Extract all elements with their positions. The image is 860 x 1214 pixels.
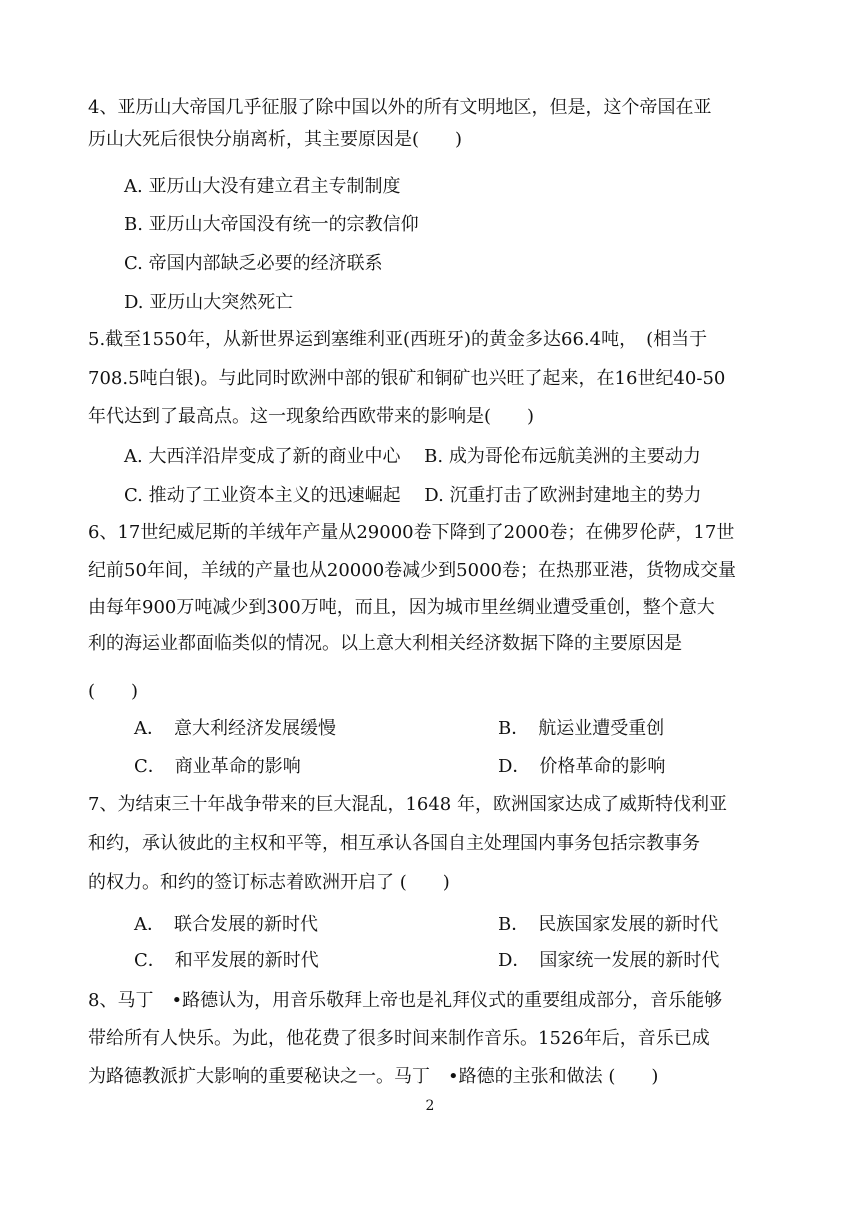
- q5-stem-line-2: 708.5吨白银)。与此同时欧洲中部的银矿和铜矿也兴旺了起来，在16世纪40-50: [88, 368, 726, 389]
- q4-stem-line-2: 历山大死后很快分崩离析，其主要原因是( ): [88, 129, 463, 150]
- q4-stem-line-1: 4、亚历山大帝国几乎征服了除中国以外的所有文明地区，但是，这个帝国在亚: [88, 97, 712, 118]
- q7-stem-line-3: 的权力。和约的签订标志着欧洲开启了 ( ): [88, 872, 450, 893]
- q7-stem-line-1: 7、为结束三十年战争带来的巨大混乱，1648 年，欧洲国家达成了威斯特伐利亚: [88, 794, 727, 815]
- q8-stem-line-2: 带给所有人快乐。为此，他花费了很多时间来制作音乐。1526年后，音乐已成: [88, 1028, 710, 1049]
- q7-option-c: C． 和平发展的新时代: [134, 950, 319, 971]
- q6-option-a: A． 意大利经济发展缓慢: [134, 718, 336, 739]
- q5-options-c-d: C. 推动了工业资本主义的迅速崛起 D. 沉重打击了欧洲封建地主的势力: [124, 485, 702, 506]
- q4-option-c: C. 帝国内部缺乏必要的经济联系: [124, 253, 383, 274]
- q7-stem-line-2: 和约，承认彼此的主权和平等，相互承认各国自主处理国内事务包括宗教事务: [88, 833, 700, 854]
- q6-stem-line-4: 利的海运业都面临类似的情况。以上意大利相关经济数据下降的主要原因是: [88, 633, 682, 654]
- q8-stem-line-3: 为路德教派扩大影响的重要秘诀之一。马丁 •路德的主张和做法 ( ): [88, 1066, 659, 1087]
- q8-stem-line-1: 8、马丁 •路德认为，用音乐敬拜上帝也是礼拜仪式的重要组成部分，音乐能够: [88, 990, 723, 1011]
- q5-stem-line-1: 5.截至1550年，从新世界运到塞维利亚(西班牙)的黄金多达66.4吨， (相当于: [88, 329, 708, 350]
- q6-option-b: B． 航运业遭受重创: [498, 718, 665, 739]
- q6-stem-line-1: 6、17世纪威尼斯的羊绒年产量从29000卷下降到了2000卷；在佛罗伦萨，17世: [88, 522, 735, 543]
- q7-option-a: A． 联合发展的新时代: [134, 914, 318, 935]
- q7-option-d: D． 国家统一发展的新时代: [498, 950, 720, 971]
- page-number: 2: [425, 1098, 435, 1114]
- q6-stem-line-2: 纪前50年间，羊绒的产量也从20000卷减少到5000卷；在热那亚港，货物成交量: [88, 560, 736, 581]
- q4-option-b: B. 亚历山大帝国没有统一的宗教信仰: [124, 214, 419, 235]
- q4-option-a: A. 亚历山大没有建立君主专制制度: [124, 176, 401, 197]
- q7-option-b: B． 民族国家发展的新时代: [498, 914, 719, 935]
- q6-stem-line-5: ( ): [88, 681, 139, 702]
- q5-options-a-b: A. 大西洋沿岸变成了新的商业中心 B. 成为哥伦布远航美洲的主要动力: [124, 446, 701, 467]
- q6-option-c: C． 商业革命的影响: [134, 756, 301, 777]
- q6-stem-line-3: 由每年900万吨减少到300万吨，而且，因为城市里丝绸业遭受重创，整个意大: [88, 597, 715, 618]
- q4-option-d: D. 亚历山大突然死亡: [124, 292, 294, 313]
- q6-option-d: D． 价格革命的影响: [498, 756, 666, 777]
- q5-stem-line-3: 年代达到了最高点。这一现象给西欧带来的影响是( ): [88, 406, 535, 427]
